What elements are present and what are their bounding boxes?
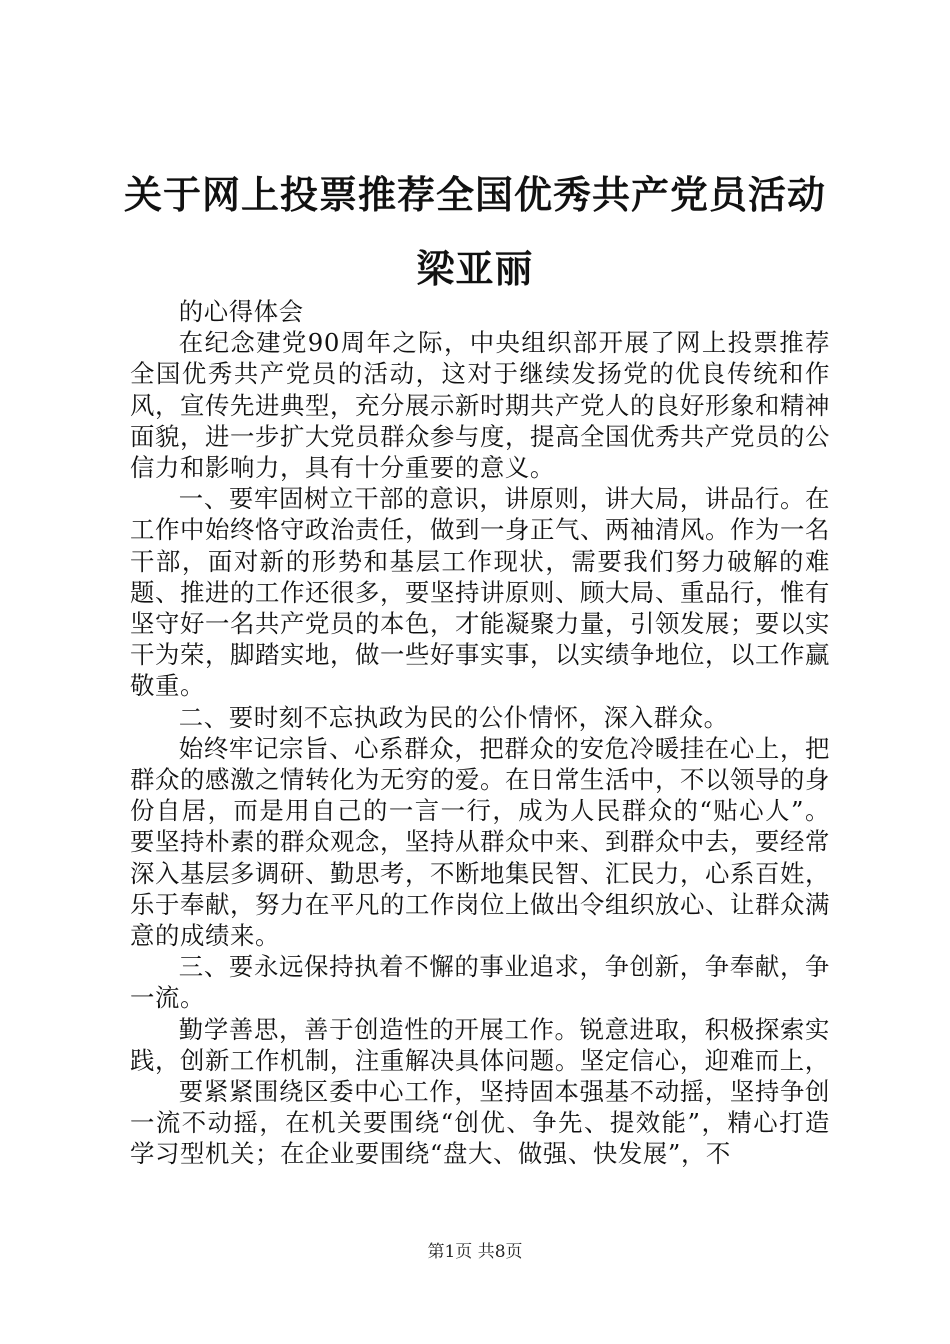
document-title: 关于网上投票推荐全国优秀共产党员活动梁亚丽 xyxy=(123,172,826,291)
paragraph: 始终牢记宗旨、心系群众，把群众的安危冷暖挂在心上，把群众的感激之情转化为无穷的爱。在日常生活中，不以领导的身份自居，而是用自己的一言一行，成为人民群众的“贴心人”。要坚持朴素的群众观念，坚持从群众中来、到群众中去，要经常深入基层多调研、勤思考，不断地集民智、汇民力，心系百姓，乐于奉献，努力在平凡的工作岗位上做出令组织放心、让群众满意的成绩来。 xyxy=(130,733,830,951)
paragraph: 二、要时刻不忘执政为民的公仆情怀，深入群众。 xyxy=(178,702,729,732)
paragraph: 要紧紧围绕区委中心工作，坚持固本强基不动摇，坚持争创一流不动摇，在机关要围绕“创优、争先、提效能”，精心打造学习型机关；在企业要围绕“盘大、做强、快发展”，不 xyxy=(130,1077,830,1169)
paragraph: 一、要牢固树立干部的意识，讲原则，讲大局，讲品行。在工作中始终恪守政治责任，做到一身正气、两袖清风。作为一名干部，面对新的形势和基层工作现状，需要我们努力破解的难题、推进的工作还很多，要坚持讲原则、顾大局、重品行，惟有坚守好一名共产党员的本色，才能凝聚力量，引领发展；要以实干为荣，脚踏实地，做一些好事实事，以实绩争地位，以工作赢敬重。 xyxy=(130,484,830,701)
page-footer: 第1页 共8页 xyxy=(427,1242,523,1262)
paragraph: 在纪念建党90周年之际，中央组织部开展了网上投票推荐全国优秀共产党员的活动，这对于继续发扬党的优良传统和作风，宣传先进典型，充分展示新时期共产党人的良好形象和精神面貌，进一步扩大党员群众参与度，提高全国优秀共产党员的公信力和影响力，具有十分重要的意义。 xyxy=(130,328,830,483)
document-body xyxy=(130,296,830,1170)
paragraph: 的心得体会 xyxy=(178,297,304,326)
paragraph: 勤学善思，善于创造性的开展工作。锐意进取，积极探索实践，创新工作机制，注重解决具体问题。坚定信心，迎难而上， xyxy=(130,1014,830,1075)
paragraph: 三、要永远保持执着不懈的事业追求，争创新，争奉献，争一流。 xyxy=(130,952,830,1013)
